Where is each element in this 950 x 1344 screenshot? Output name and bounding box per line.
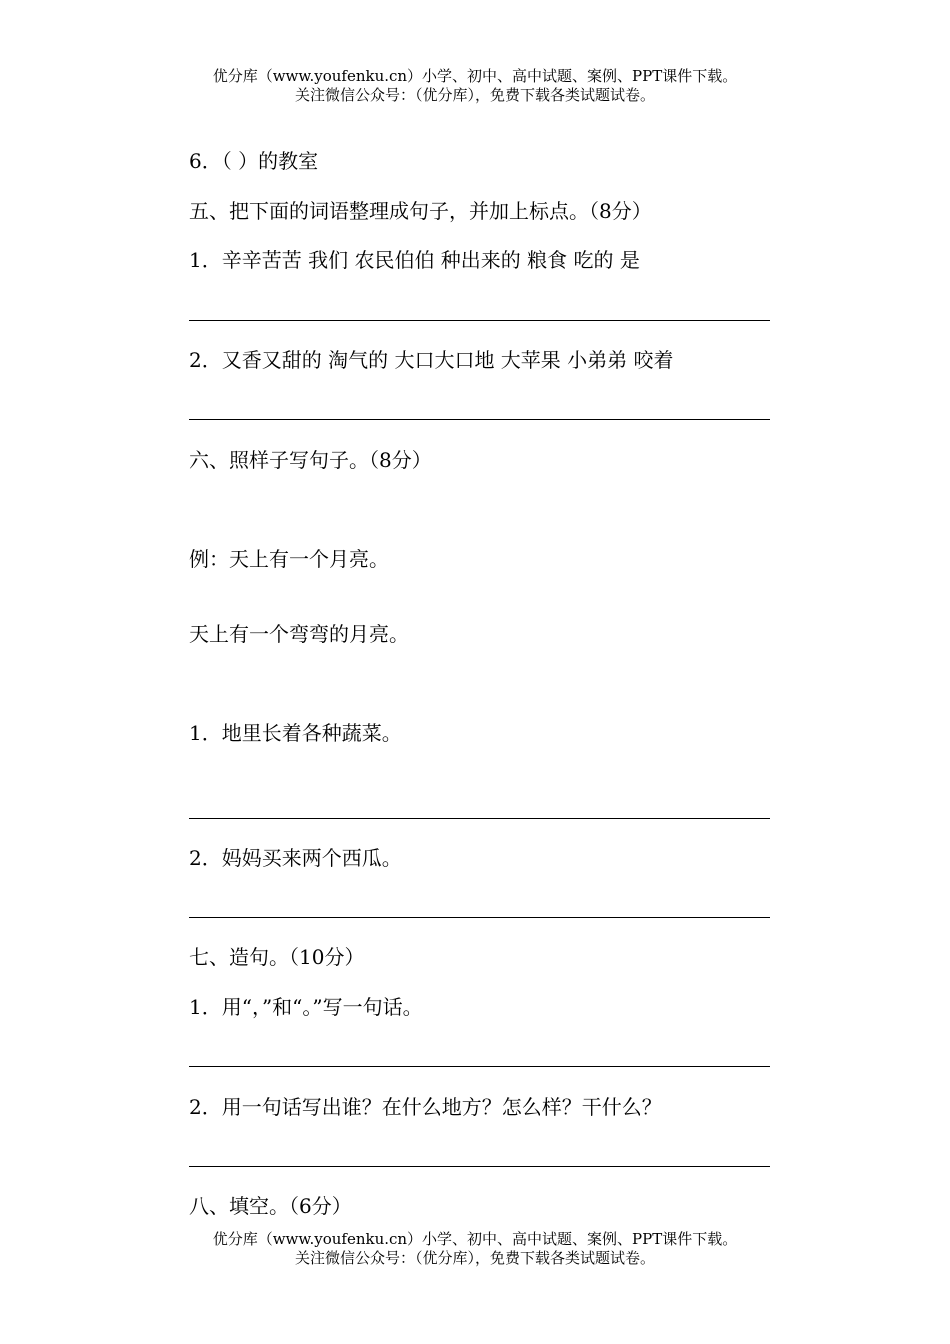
footer-line-1: 优分库（www.youfenku.cn）小学、初中、高中试题、案例、PPT课件下载。 [212, 1230, 738, 1248]
section-5-question-2: 2．又香又甜的 淘气的 大口大口地 大苹果 小弟弟 咬着 [189, 348, 674, 372]
answer-line[interactable] [189, 917, 770, 918]
section-8-title: 八、填空。（6分） [189, 1194, 352, 1218]
section-6-question-2: 2．妈妈买来两个西瓜。 [189, 846, 402, 870]
answer-line[interactable] [189, 419, 770, 420]
section-6-example: 例：天上有一个月亮。 [189, 547, 389, 571]
header-line-1: 优分库（www.youfenku.cn）小学、初中、高中试题、案例、PPT课件下载。 [212, 67, 738, 85]
item-6: 6．（ ）的教室 [189, 149, 319, 173]
section-7-question-2: 2．用一句话写出谁？在什么地方？怎么样？干什么？ [189, 1095, 662, 1119]
answer-line[interactable] [189, 1166, 770, 1167]
section-7-question-1: 1．用“，”和“。”写一句话。 [189, 995, 423, 1019]
section-6-question-1: 1．地里长着各种蔬菜。 [189, 721, 402, 745]
answer-line[interactable] [189, 1066, 770, 1067]
section-5-title: 五、把下面的词语整理成句子，并加上标点。（8分） [189, 199, 652, 223]
answer-line[interactable] [189, 320, 770, 321]
section-7-title: 七、造句。（10分） [189, 945, 365, 969]
footer-line-2: 关注微信公众号：（优分库），免费下载各类试题试卷。 [294, 1249, 655, 1267]
section-6-example-answer: 天上有一个弯弯的月亮。 [189, 622, 409, 646]
section-5-question-1: 1．辛辛苦苦 我们 农民伯伯 种出来的 粮食 吃的 是 [189, 248, 640, 272]
answer-line[interactable] [189, 818, 770, 819]
section-6-title: 六、照样子写句子。（8分） [189, 448, 432, 472]
header-line-2: 关注微信公众号：（优分库），免费下载各类试题试卷。 [294, 86, 655, 104]
